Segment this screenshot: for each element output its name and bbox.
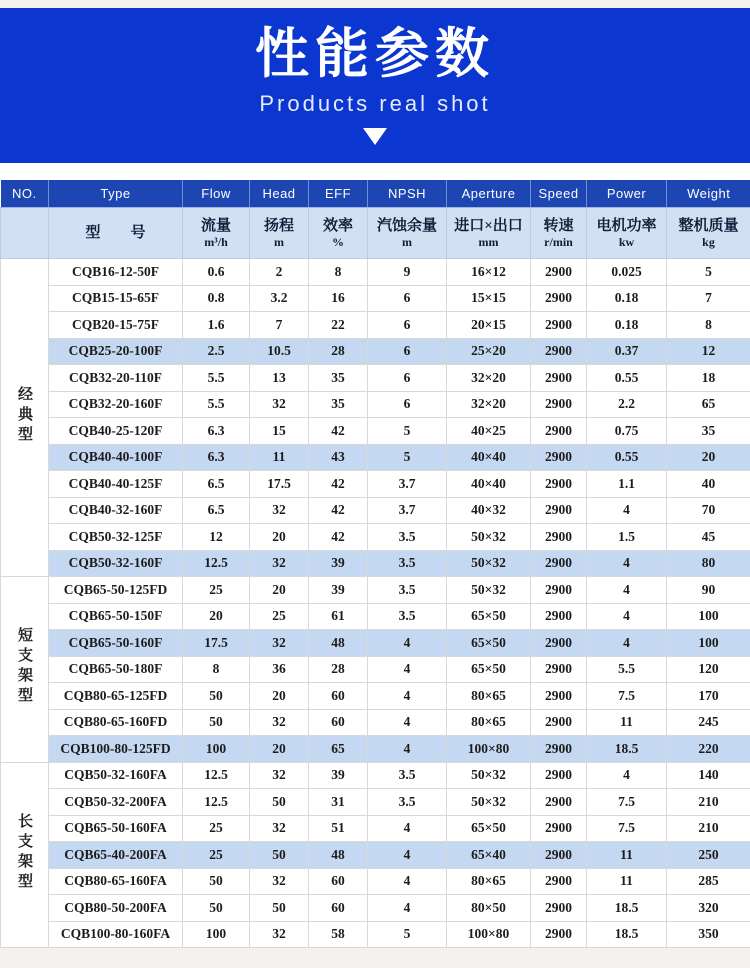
cell-npsh: 3.5 [368,550,447,577]
cell-weight: 45 [667,524,750,551]
cell-flow: 100 [183,736,250,763]
cell-weight: 40 [667,471,750,498]
cell-flow: 50 [183,868,250,895]
cell-power: 1.1 [587,471,667,498]
cell-eff: 60 [309,895,368,922]
table-row [1,471,750,498]
cell-aperture: 40×32 [447,497,531,524]
cell-speed: 2900 [531,656,587,683]
cell-eff: 43 [309,444,368,471]
cell-power: 18.5 [587,736,667,763]
cell-head: 13 [250,365,309,392]
cell-speed: 2900 [531,365,587,392]
cell-eff: 35 [309,365,368,392]
group-label [1,762,49,948]
cell-eff: 51 [309,815,368,842]
cell-power: 0.025 [587,259,667,286]
cell-eff: 60 [309,868,368,895]
header-cn-flow: 流量 m³/h [183,208,250,259]
cell-npsh: 3.7 [368,497,447,524]
column-header-aperture: Aperture [447,180,531,208]
table-row [1,868,750,895]
table-row [1,577,750,604]
cell-aperture: 16×12 [447,259,531,286]
cell-eff: 61 [309,603,368,630]
cell-speed: 2900 [531,736,587,763]
cell-aperture: 40×25 [447,418,531,445]
cell-head: 17.5 [250,471,309,498]
table-row [1,550,750,577]
cell-speed: 2900 [531,577,587,604]
table-row [1,259,750,286]
cell-power: 0.55 [587,365,667,392]
cell-weight: 70 [667,497,750,524]
cell-speed: 2900 [531,815,587,842]
cell-head: 20 [250,736,309,763]
cell-power: 4 [587,497,667,524]
cell-flow: 5.5 [183,365,250,392]
top-strip [0,0,750,8]
cell-weight: 8 [667,312,750,339]
cell-eff: 42 [309,524,368,551]
cell-aperture: 80×65 [447,868,531,895]
cell-weight: 350 [667,921,750,948]
page-title: 性能参数 [0,8,750,84]
cell-flow: 1.6 [183,312,250,339]
cell-head: 50 [250,842,309,869]
cell-weight: 100 [667,630,750,657]
group-label-text: 经典型 [14,386,35,446]
header-cn-npsh: 汽蚀余量 m [368,208,447,259]
table-row [1,762,750,789]
cell-type: CQB65-50-125FD [49,577,183,604]
chevron-down-icon [0,128,750,150]
cell-power: 4 [587,550,667,577]
cell-aperture: 80×65 [447,709,531,736]
group-label [1,577,49,763]
cell-weight: 5 [667,259,750,286]
cell-flow: 25 [183,815,250,842]
cell-aperture: 65×40 [447,842,531,869]
cell-speed: 2900 [531,444,587,471]
cell-npsh: 6 [368,365,447,392]
cell-eff: 16 [309,285,368,312]
cell-head: 50 [250,789,309,816]
header-cn-head: 扬程 m [250,208,309,259]
cell-weight: 65 [667,391,750,418]
cell-npsh: 4 [368,815,447,842]
table-row [1,418,750,445]
cell-flow: 20 [183,603,250,630]
cell-aperture: 15×15 [447,285,531,312]
table-row [1,683,750,710]
cell-aperture: 50×32 [447,789,531,816]
cell-npsh: 4 [368,868,447,895]
cell-aperture: 80×65 [447,683,531,710]
cell-head: 32 [250,497,309,524]
table-row [1,312,750,339]
table-row [1,656,750,683]
cell-eff: 35 [309,391,368,418]
cell-type: CQB20-15-75F [49,312,183,339]
cell-power: 7.5 [587,683,667,710]
cell-head: 11 [250,444,309,471]
cell-speed: 2900 [531,895,587,922]
cell-eff: 60 [309,709,368,736]
cell-flow: 6.3 [183,444,250,471]
cell-weight: 12 [667,338,750,365]
cell-aperture: 20×15 [447,312,531,339]
cell-power: 2.2 [587,391,667,418]
cell-flow: 6.5 [183,471,250,498]
cell-power: 4 [587,630,667,657]
cell-aperture: 100×80 [447,921,531,948]
header-cn-empty [1,208,49,259]
cell-power: 4 [587,603,667,630]
cell-power: 11 [587,709,667,736]
cell-power: 1.5 [587,524,667,551]
cell-eff: 39 [309,577,368,604]
cell-aperture: 40×40 [447,444,531,471]
cell-npsh: 5 [368,921,447,948]
cell-head: 32 [250,630,309,657]
cell-flow: 5.5 [183,391,250,418]
column-header-flow: Flow [183,180,250,208]
cell-head: 20 [250,683,309,710]
cell-npsh: 6 [368,312,447,339]
cell-head: 32 [250,391,309,418]
column-header-weight: Weight [667,180,750,208]
cell-head: 32 [250,550,309,577]
cell-npsh: 3.5 [368,577,447,604]
cell-speed: 2900 [531,471,587,498]
cell-head: 10.5 [250,338,309,365]
cell-head: 32 [250,762,309,789]
cell-type: CQB40-25-120F [49,418,183,445]
cell-aperture: 80×50 [447,895,531,922]
column-header-eff: EFF [309,180,368,208]
cell-speed: 2900 [531,762,587,789]
table-row [1,365,750,392]
cell-type: CQB80-65-160FA [49,868,183,895]
cell-aperture: 65×50 [447,603,531,630]
table-row [1,285,750,312]
cell-type: CQB100-80-125FD [49,736,183,763]
cell-npsh: 3.5 [368,524,447,551]
cell-speed: 2900 [531,497,587,524]
spec-table [0,180,750,948]
cell-head: 7 [250,312,309,339]
cell-power: 0.37 [587,338,667,365]
cell-aperture: 50×32 [447,550,531,577]
cell-aperture: 40×40 [447,471,531,498]
column-header-power: Power [587,180,667,208]
cell-aperture: 65×50 [447,656,531,683]
cell-flow: 0.8 [183,285,250,312]
cell-npsh: 4 [368,895,447,922]
header-cn-weight: 整机质量 kg [667,208,750,259]
cell-power: 0.75 [587,418,667,445]
cell-weight: 285 [667,868,750,895]
cell-head: 20 [250,577,309,604]
cell-eff: 28 [309,656,368,683]
table-row [1,524,750,551]
cell-power: 5.5 [587,656,667,683]
cell-type: CQB80-50-200FA [49,895,183,922]
cell-power: 18.5 [587,895,667,922]
cell-type: CQB40-32-160F [49,497,183,524]
table-row [1,709,750,736]
cell-type: CQB32-20-110F [49,365,183,392]
cell-npsh: 3.5 [368,762,447,789]
table-row [1,444,750,471]
header-row-en [1,180,750,208]
cell-type: CQB50-32-160FA [49,762,183,789]
cell-speed: 2900 [531,418,587,445]
cell-flow: 12.5 [183,762,250,789]
cell-power: 11 [587,842,667,869]
cell-weight: 220 [667,736,750,763]
cell-speed: 2900 [531,789,587,816]
cell-flow: 50 [183,683,250,710]
cell-power: 0.18 [587,312,667,339]
cell-head: 36 [250,656,309,683]
cell-weight: 7 [667,285,750,312]
cell-type: CQB50-32-200FA [49,789,183,816]
cell-npsh: 3.5 [368,789,447,816]
cell-weight: 90 [667,577,750,604]
cell-aperture: 32×20 [447,391,531,418]
cell-head: 15 [250,418,309,445]
cell-type: CQB15-15-65F [49,285,183,312]
cell-power: 4 [587,577,667,604]
cell-eff: 8 [309,259,368,286]
table-row [1,842,750,869]
cell-flow: 50 [183,895,250,922]
cell-eff: 39 [309,762,368,789]
cell-weight: 100 [667,603,750,630]
table-row [1,815,750,842]
cell-flow: 6.3 [183,418,250,445]
group-label-text: 短支架型 [14,627,35,707]
cell-power: 18.5 [587,921,667,948]
cell-npsh: 4 [368,736,447,763]
cell-eff: 39 [309,550,368,577]
cell-eff: 48 [309,842,368,869]
cell-eff: 48 [309,630,368,657]
cell-eff: 42 [309,497,368,524]
cell-speed: 2900 [531,603,587,630]
cell-npsh: 3.5 [368,603,447,630]
cell-power: 0.18 [587,285,667,312]
header-cn-aperture: 进口×出口 mm [447,208,531,259]
cell-flow: 12 [183,524,250,551]
cell-weight: 245 [667,709,750,736]
header-banner [0,8,750,163]
cell-type: CQB65-50-150F [49,603,183,630]
cell-npsh: 4 [368,842,447,869]
page-subtitle: Products real shot [0,91,750,117]
table-body [1,259,750,948]
cell-flow: 17.5 [183,630,250,657]
cell-npsh: 5 [368,444,447,471]
cell-speed: 2900 [531,524,587,551]
cell-npsh: 6 [368,338,447,365]
cell-eff: 28 [309,338,368,365]
table-row [1,736,750,763]
group-label [1,259,49,577]
cell-head: 32 [250,709,309,736]
group-label-text: 长支架型 [14,813,35,893]
cell-head: 32 [250,868,309,895]
cell-type: CQB80-65-125FD [49,683,183,710]
cell-eff: 42 [309,471,368,498]
cell-speed: 2900 [531,683,587,710]
cell-npsh: 5 [368,418,447,445]
cell-head: 32 [250,921,309,948]
cell-weight: 80 [667,550,750,577]
table-row [1,895,750,922]
cell-npsh: 9 [368,259,447,286]
bottom-strip [0,948,750,968]
cell-weight: 250 [667,842,750,869]
cell-power: 4 [587,762,667,789]
cell-weight: 140 [667,762,750,789]
cell-power: 0.55 [587,444,667,471]
cell-type: CQB65-50-180F [49,656,183,683]
column-header-type: Type [49,180,183,208]
cell-npsh: 4 [368,656,447,683]
cell-flow: 12.5 [183,550,250,577]
cell-speed: 2900 [531,709,587,736]
cell-head: 3.2 [250,285,309,312]
cell-flow: 2.5 [183,338,250,365]
cell-type: CQB100-80-160FA [49,921,183,948]
cell-npsh: 4 [368,683,447,710]
cell-head: 32 [250,815,309,842]
column-header-head: Head [250,180,309,208]
cell-aperture: 65×50 [447,815,531,842]
cell-aperture: 25×20 [447,338,531,365]
cell-eff: 31 [309,789,368,816]
cell-weight: 210 [667,815,750,842]
cell-weight: 35 [667,418,750,445]
cell-speed: 2900 [531,921,587,948]
cell-type: CQB50-32-160F [49,550,183,577]
cell-weight: 120 [667,656,750,683]
cell-head: 20 [250,524,309,551]
cell-flow: 100 [183,921,250,948]
cell-head: 25 [250,603,309,630]
cell-eff: 65 [309,736,368,763]
cell-speed: 2900 [531,550,587,577]
cell-type: CQB40-40-100F [49,444,183,471]
cell-aperture: 65×50 [447,630,531,657]
cell-flow: 8 [183,656,250,683]
table-row [1,338,750,365]
banner-gap [0,163,750,180]
cell-speed: 2900 [531,391,587,418]
cell-npsh: 4 [368,630,447,657]
cell-eff: 22 [309,312,368,339]
table-row [1,630,750,657]
cell-speed: 2900 [531,285,587,312]
header-cn-eff: 效率 % [309,208,368,259]
header-cn-speed: 转速 r/min [531,208,587,259]
cell-aperture: 32×20 [447,365,531,392]
cell-eff: 58 [309,921,368,948]
cell-flow: 50 [183,709,250,736]
cell-head: 2 [250,259,309,286]
cell-speed: 2900 [531,338,587,365]
cell-npsh: 6 [368,391,447,418]
cell-type: CQB65-40-200FA [49,842,183,869]
cell-flow: 25 [183,842,250,869]
cell-speed: 2900 [531,312,587,339]
cell-flow: 6.5 [183,497,250,524]
cell-type: CQB40-40-125F [49,471,183,498]
cell-flow: 0.6 [183,259,250,286]
cell-npsh: 6 [368,285,447,312]
cell-speed: 2900 [531,868,587,895]
column-header-no: NO. [1,180,49,208]
cell-speed: 2900 [531,630,587,657]
cell-weight: 320 [667,895,750,922]
cell-flow: 12.5 [183,789,250,816]
cell-weight: 210 [667,789,750,816]
table-row [1,497,750,524]
cell-weight: 18 [667,365,750,392]
cell-npsh: 3.7 [368,471,447,498]
cell-power: 7.5 [587,789,667,816]
table-row [1,391,750,418]
cell-type: CQB32-20-160F [49,391,183,418]
cell-eff: 42 [309,418,368,445]
cell-aperture: 50×32 [447,762,531,789]
cell-type: CQB65-50-160FA [49,815,183,842]
cell-type: CQB16-12-50F [49,259,183,286]
cell-eff: 60 [309,683,368,710]
cell-flow: 25 [183,577,250,604]
header-cn-power: 电机功率 kw [587,208,667,259]
table-row [1,789,750,816]
cell-aperture: 100×80 [447,736,531,763]
header-row-cn [1,208,750,259]
column-header-npsh: NPSH [368,180,447,208]
table-row [1,921,750,948]
cell-head: 50 [250,895,309,922]
cell-aperture: 50×32 [447,577,531,604]
cell-type: CQB50-32-125F [49,524,183,551]
cell-npsh: 4 [368,709,447,736]
cell-speed: 2900 [531,259,587,286]
cell-aperture: 50×32 [447,524,531,551]
header-cn-type: 型 号 [49,208,183,259]
cell-type: CQB80-65-160FD [49,709,183,736]
column-header-speed: Speed [531,180,587,208]
cell-power: 7.5 [587,815,667,842]
cell-type: CQB65-50-160F [49,630,183,657]
cell-weight: 20 [667,444,750,471]
table-row [1,603,750,630]
cell-weight: 170 [667,683,750,710]
cell-power: 11 [587,868,667,895]
cell-speed: 2900 [531,842,587,869]
cell-type: CQB25-20-100F [49,338,183,365]
